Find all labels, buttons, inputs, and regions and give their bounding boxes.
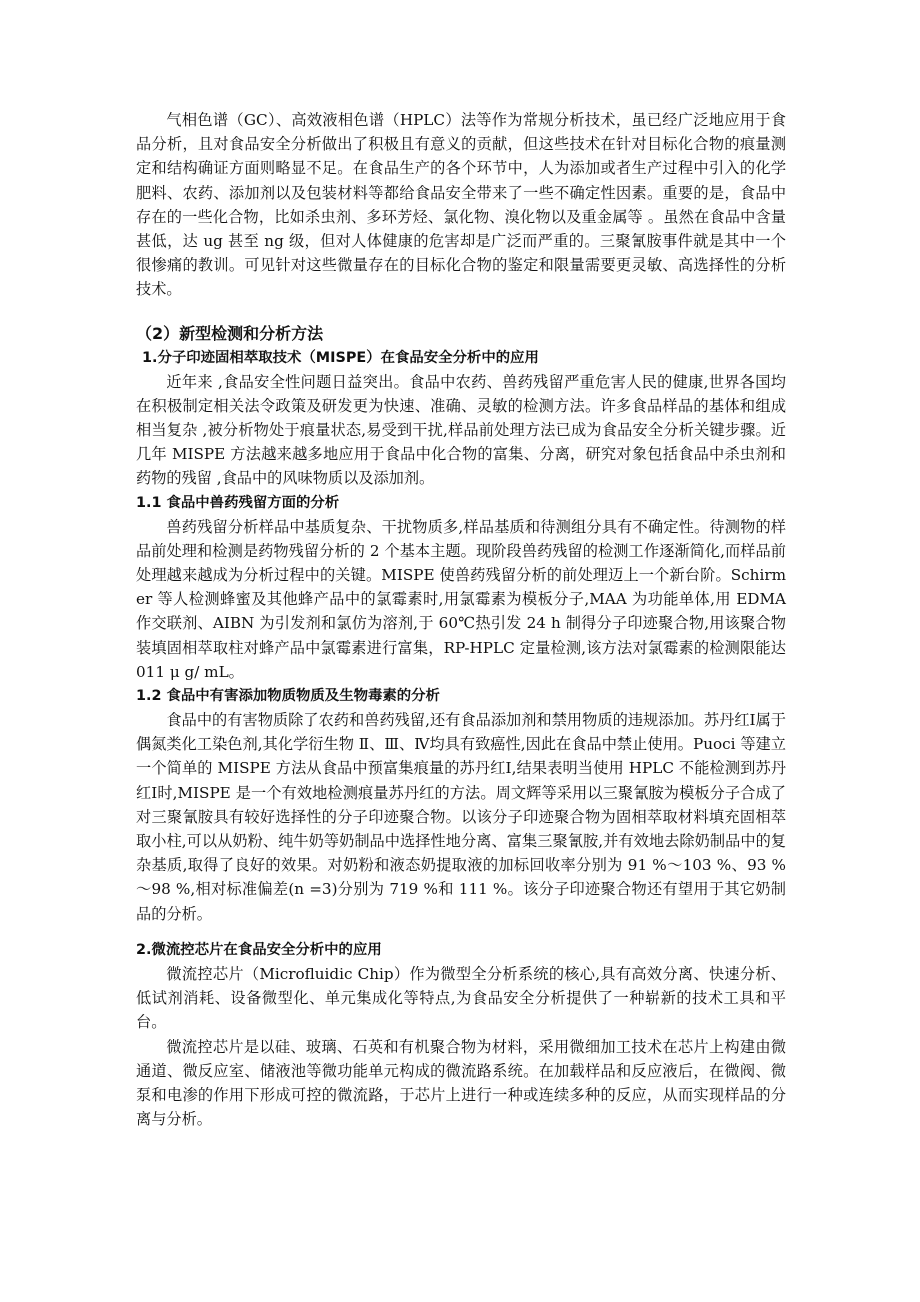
microfluidic-paragraph-2: 微流控芯片是以硅、玻璃、石英和有机聚合物为材料，采用微细加工技术在芯片上构建由微通道、微反应室、储液池等微功能单元构成的微流路系统。在加载样品和反应液后，在微阀、微泵和电渗的作用下形成可控的微流路，于芯片上进行一种或连续多种的反应，从而实现样品的分离与分析。 <box>136 1037 786 1129</box>
section-title-new-methods: （2）新型检测和分析方法 <box>136 323 324 343</box>
harmful-additives-paragraph: 食品中的有害物质除了农药和兽药残留,还有食品添加剂和禁用物质的违规添加。苏丹红Ⅰ属于偶氮类化工染色剂,其化学衍生物 Ⅱ、Ⅲ、Ⅳ均具有致癌性,因此在食品中禁止使用。Puoci 等建立一个简单的 MISPE 方法从食品中预富集痕量的苏丹红Ⅰ,结果表明当使用 HPLC 不能检测到苏丹红Ⅰ时,MISPE 是一个有效地检测痕量苏丹红的方法。周文辉等采用以三聚氰胺为模板分子合成了对三聚氰胺具有较好选择性的分子印迹聚合物。以该分子印迹聚合物为固相萃取材料填充固相萃取小柱,可以从奶粉、纯牛奶等奶制品中选择性地分离、富集三聚氰胺,并有效地去除奶制品中的复杂基质,取得了良好的效果。对奶粉和液态奶提取液的加标回收率分别为 91 %～103 %、93 %～98 %,相对标准偏差(n =3)分别为 719 %和 111 %。该分子印迹聚合物还有望用于其它奶制品的分析。 <box>136 711 786 923</box>
intro-paragraph: 气相色谱（GC）、高效液相色谱（HPLC）法等作为常规分析技术，虽已经广泛地应用于食品分析，且对食品安全分析做出了积极且有意义的贡献，但这些技术在针对目标化合物的痕量测定和结构确证方面则略显不足。在食品生产的各个环节中，人为添加或者生产过程中引入的化学肥料、农药、添加剂以及包装材料等都给食品安全带来了一些不确定性因素。重要的是，食品中存在的一些化合物，比如杀虫剂、多环芳烃、氯化物、溴化物以及重金属等 。虽然在食品中含量甚低，达 ug 甚至 ng 级，但对人体健康的危害却是广泛而严重的。三聚氰胺事件就是其中一个很惨痛的教训。可见针对这些微量存在的目标化合物的鉴定和限量需要更灵敏、高选择性的分析技术。 <box>136 111 786 299</box>
document-page <box>136 108 786 1131</box>
subsection-title-harmful-additives: 1.2 食品中有害添加物质物质及生物毒素的分析 <box>136 688 440 705</box>
subsection-title-microfluidic: 2.微流控芯片在食品安全分析中的应用 <box>136 941 382 958</box>
subsection-title-mispe: 1.分子印迹固相萃取技术（MISPE）在食品安全分析中的应用 <box>142 349 539 366</box>
microfluidic-paragraph-1: 微流控芯片（Microfluidic Chip）作为微型全分析系统的核心,具有高效分离、快速分析、低试剂消耗、设备微型化、单元集成化等特点,为食品安全分析提供了一种崭新的技术工具和平台。 <box>136 964 786 1032</box>
vet-drug-paragraph: 兽药残留分析样品中基质复杂、干扰物质多,样品基质和待测组分具有不确定性。待测物的样品前处理和检测是药物残留分析的 2 个基本主题。现阶段兽药残留的检测工作逐渐简化,而样品前处理越来越成为分析过程中的关键。MISPE 使兽药残留分析的前处理迈上一个新台阶。Schirmer 等人检测蜂蜜及其他蜂产品中的氯霉素时,用氯霉素为模板分子,MAA 为功能单体,用 EDMA 作交联剂、AIBN 为引发剂和氯仿为溶剂,于 60℃热引发 24 h 制得分子印迹聚合物,用该聚合物装填固相萃取柱对蜂产品中氯霉素进行富集，RP-HPLC 定量检测,该方法对氯霉素的检测限能达 011 μ g/ mL。 <box>136 517 786 681</box>
subsection-title-vet-drug: 1.1 食品中兽药残留方面的分析 <box>136 494 340 511</box>
mispe-paragraph: 近年来 ,食品安全性问题日益突出。食品中农药、兽药残留严重危害人民的健康,世界各国均在积极制定相关法令政策及研发更为快速、准确、灵敏的检测方法。许多食品样品的基体和组成相当复杂 ,被分析物处于痕量状态,易受到干扰,样品前处理方法已成为食品安全分析关键步骤。近几年 MISPE 方法越来越多地应用于食品中化合物的富集、分离，研究对象包括食品中杀虫剂和药物的残留 ,食品中的风味物质以及添加剂。 <box>136 372 786 488</box>
